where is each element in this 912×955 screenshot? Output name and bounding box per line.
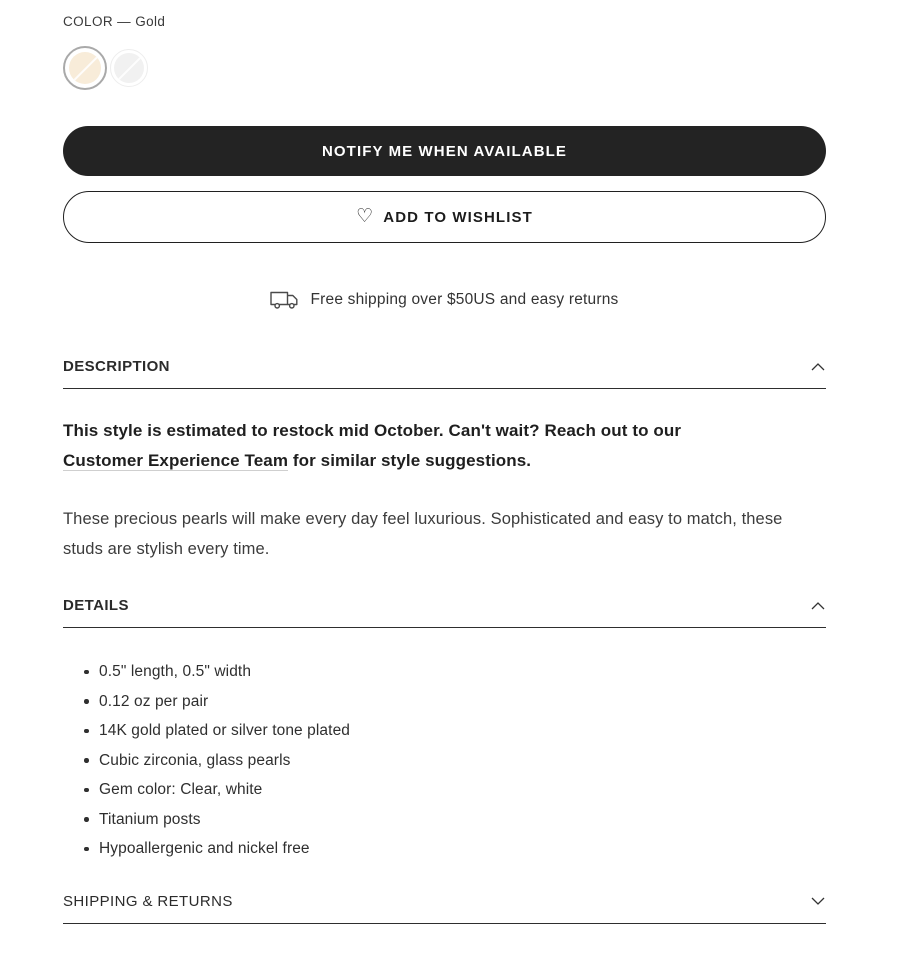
notify-me-button[interactable] [63,126,826,176]
details-list-item: Titanium posts [63,805,826,835]
description-accordion [63,358,826,564]
chevron-up-icon [811,602,825,610]
add-to-wishlist-button[interactable] [63,191,826,243]
shipping-banner [63,289,826,310]
customer-experience-team-link[interactable]: Customer Experience Team [63,451,289,470]
details-accordion-title: DETAILS [63,597,129,614]
color-swatch-gold[interactable] [69,52,101,84]
details-list-item: 0.5" length, 0.5" width [63,657,826,687]
description-accordion-body [63,416,826,564]
chevron-down-icon [811,897,825,905]
details-list [63,657,826,864]
add-to-wishlist-label: ADD TO WISHLIST [383,208,533,226]
shipping-returns-accordion [63,893,826,924]
details-list-item: Cubic zirconia, glass pearls [63,746,826,776]
details-list-item: Gem color: Clear, white [63,775,826,805]
restock-notice-text-after: for similar style suggestions. [288,451,532,470]
notify-me-label: NOTIFY ME WHEN AVAILABLE [321,142,567,160]
swatch-silver-wrap [101,53,144,83]
restock-notice [63,416,703,476]
swatch-gold-wrap [63,52,101,84]
details-list-item: 0.12 oz per pair [63,687,826,717]
color-swatch-row [63,46,826,90]
restock-notice-text-before: This style is estimated to restock mid October. Can't wait? Reach out to our [63,421,682,440]
sold-out-slash [116,55,143,82]
delivery-truck-icon [270,289,299,310]
color-swatch-silver[interactable] [114,53,144,83]
heart-icon: ♡ [356,205,375,227]
shipping-banner-text: Free shipping over $50US and easy returns [310,290,619,308]
details-accordion-header[interactable] [63,597,826,628]
chevron-up-icon [811,363,825,371]
shipping-returns-accordion-header[interactable] [63,893,826,924]
description-accordion-header[interactable] [63,358,826,389]
details-list-item: Hypoallergenic and nickel free [63,834,826,864]
details-list-item: 14K gold plated or silver tone plated [63,716,826,746]
description-paragraph: These precious pearls will make every day feel luxurious. Sophisticated and easy to match, these studs are stylish every time. [63,510,783,558]
shipping-returns-accordion-title: SHIPPING & RETURNS [63,892,233,910]
sold-out-slash [71,55,99,83]
color-selector-label: COLOR — Gold [63,14,166,29]
description-accordion-title: DESCRIPTION [63,358,170,375]
details-accordion [63,597,826,864]
